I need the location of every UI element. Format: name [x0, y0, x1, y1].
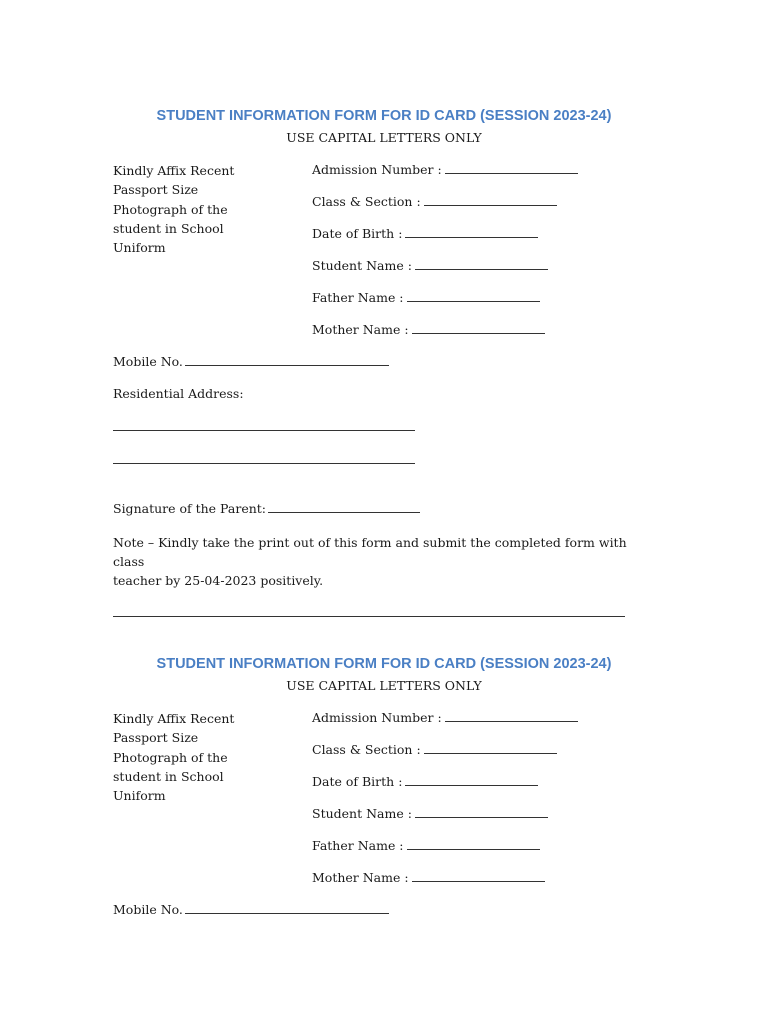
photo-instruction-line: student in School [113, 768, 224, 784]
signature-blank[interactable] [268, 501, 420, 513]
father-name-label: Father Name : [312, 838, 404, 853]
mother-name-label: Mother Name : [312, 870, 409, 885]
photo-instruction-line: Passport Size [113, 182, 199, 198]
date-of-birth-field [312, 774, 538, 789]
class-section-label: Class & Section : [312, 194, 421, 209]
photo-instruction-line: Uniform [113, 788, 166, 804]
date-of-birth-label: Date of Birth : [312, 226, 403, 241]
class-section-label: Class & Section : [312, 742, 421, 757]
date-of-birth-label: Date of Birth : [312, 774, 403, 789]
student-name-blank[interactable] [415, 806, 548, 818]
photo-instruction-line: Kindly Affix Recent [113, 711, 235, 726]
admission-number-blank[interactable] [445, 710, 578, 722]
photo-instruction-line: Photograph of the [113, 749, 228, 765]
student-name-field [312, 806, 548, 821]
submission-note-line: teacher by 25-04-2023 positively. [113, 573, 324, 588]
mobile-field [113, 902, 389, 917]
class-section-blank[interactable] [424, 742, 557, 754]
mother-name-blank[interactable] [412, 322, 545, 334]
photo-instruction-line: Kindly Affix Recent [113, 163, 235, 178]
mother-name-blank[interactable] [412, 870, 545, 882]
father-name-field [312, 838, 540, 853]
date-of-birth-field [312, 226, 538, 241]
address-line-1[interactable] [113, 430, 415, 431]
form-subtitle: USE CAPITAL LETTERS ONLY [286, 130, 482, 145]
class-section-field [312, 194, 557, 209]
photo-instruction-line: Uniform [113, 240, 166, 256]
address-label: Residential Address: [113, 386, 244, 401]
student-name-label: Student Name : [312, 806, 412, 821]
signature-field [113, 501, 420, 516]
submission-note-line: Note – Kindly take the print out of this form and submit the completed form with class [113, 535, 627, 569]
mother-name-field [312, 870, 545, 885]
address-line-2[interactable] [113, 463, 415, 464]
father-name-blank[interactable] [407, 290, 540, 302]
father-name-field [312, 290, 540, 305]
mobile-label: Mobile No. [113, 354, 183, 369]
class-section-field [312, 742, 557, 757]
admission-number-field [312, 710, 578, 725]
photo-instruction-line: student in School [113, 220, 224, 236]
date-of-birth-blank[interactable] [405, 774, 538, 786]
admission-number-label: Admission Number : [312, 710, 442, 725]
cut-line-divider [113, 616, 625, 617]
date-of-birth-blank[interactable] [405, 226, 538, 238]
form-title: STUDENT INFORMATION FORM FOR ID CARD (SESSION 2023-24) [156, 108, 612, 124]
father-name-blank[interactable] [407, 838, 540, 850]
form-title: STUDENT INFORMATION FORM FOR ID CARD (SESSION 2023-24) [156, 656, 612, 672]
student-name-blank[interactable] [415, 258, 548, 270]
photo-instruction [113, 709, 243, 805]
submission-note [113, 533, 643, 590]
form-subtitle: USE CAPITAL LETTERS ONLY [286, 678, 482, 693]
mobile-label: Mobile No. [113, 902, 183, 917]
student-name-field [312, 258, 548, 273]
mobile-blank[interactable] [185, 354, 389, 366]
photo-instruction [113, 161, 243, 257]
admission-number-blank[interactable] [445, 162, 578, 174]
student-name-label: Student Name : [312, 258, 412, 273]
class-section-blank[interactable] [424, 194, 557, 206]
admission-number-label: Admission Number : [312, 162, 442, 177]
mother-name-field [312, 322, 545, 337]
admission-number-field [312, 162, 578, 177]
mobile-field [113, 354, 389, 369]
signature-label: Signature of the Parent: [113, 501, 267, 516]
mother-name-label: Mother Name : [312, 322, 409, 337]
father-name-label: Father Name : [312, 290, 404, 305]
mobile-blank[interactable] [185, 902, 389, 914]
photo-instruction-line: Photograph of the [113, 201, 228, 217]
photo-instruction-line: Passport Size [113, 730, 199, 746]
